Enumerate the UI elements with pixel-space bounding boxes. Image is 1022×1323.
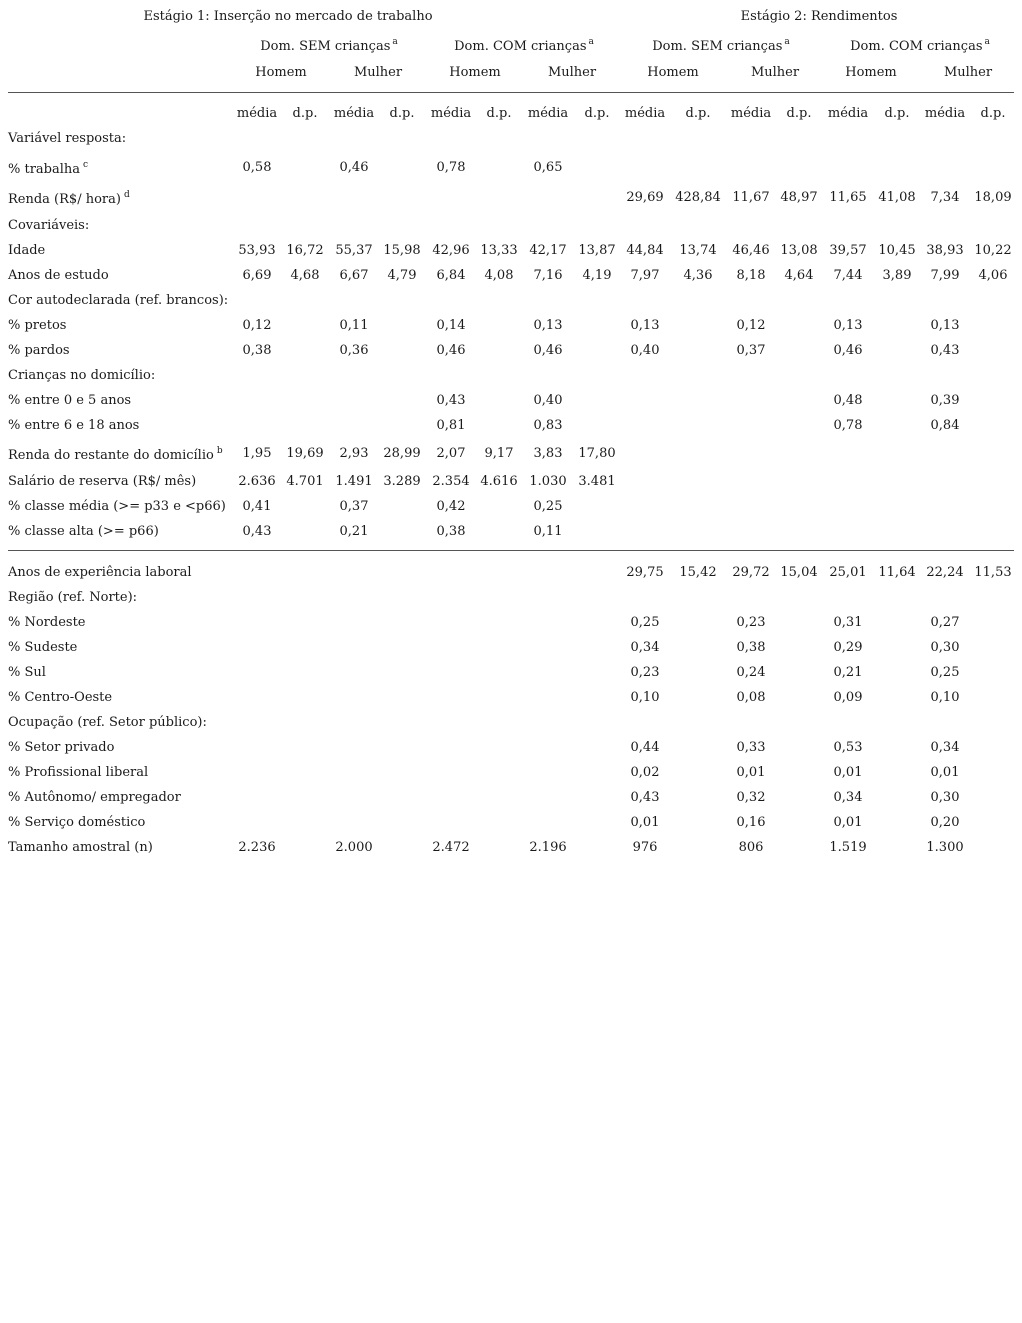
table-cell: 4,68 bbox=[290, 268, 320, 283]
mulher-header: Mulher bbox=[353, 65, 403, 80]
table-cell: 29,75 bbox=[626, 565, 664, 580]
table-cell: 0,43 bbox=[436, 393, 466, 408]
dp-header: d.p. bbox=[584, 106, 610, 121]
table-row bbox=[0, 665, 1022, 685]
table-cell: 3,89 bbox=[882, 268, 912, 283]
table-cell: 0,24 bbox=[736, 665, 766, 680]
table-cell: 0,13 bbox=[930, 318, 960, 333]
table-cell: 0,23 bbox=[630, 665, 660, 680]
table-cell: 0,25 bbox=[630, 615, 660, 630]
table-cell: 0,40 bbox=[533, 393, 563, 408]
media-header: média bbox=[236, 106, 278, 121]
row-label: % Setor privado bbox=[8, 740, 115, 755]
table-cell: 11,53 bbox=[974, 565, 1012, 580]
table-cell: 7,97 bbox=[630, 268, 660, 283]
row-label: % Sudeste bbox=[8, 640, 78, 655]
table-cell: 0,37 bbox=[339, 499, 369, 514]
table-cell: 0,21 bbox=[833, 665, 863, 680]
mulher-header: Mulher bbox=[943, 65, 993, 80]
table-cell: 1.491 bbox=[335, 474, 373, 489]
table-cell: 0,46 bbox=[533, 343, 563, 358]
table-cell: 3.481 bbox=[578, 474, 616, 489]
group-com-stage1 bbox=[454, 37, 594, 54]
table-row bbox=[0, 740, 1022, 760]
row-label: Ocupação (ref. Setor público): bbox=[8, 715, 207, 730]
homem-header: Homem bbox=[647, 65, 699, 80]
table-cell: 0,29 bbox=[833, 640, 863, 655]
table-row bbox=[0, 690, 1022, 710]
media-header: média bbox=[730, 106, 772, 121]
table-row bbox=[0, 590, 1022, 610]
table-cell: 0,33 bbox=[736, 740, 766, 755]
table-cell: 0,78 bbox=[436, 160, 466, 175]
table-cell: 6,84 bbox=[436, 268, 466, 283]
row-label: Idade bbox=[8, 243, 46, 258]
table-row bbox=[0, 318, 1022, 338]
table-row bbox=[0, 499, 1022, 519]
media-header: média bbox=[333, 106, 375, 121]
table-cell: 0,01 bbox=[833, 765, 863, 780]
table-cell: 2.196 bbox=[529, 840, 567, 855]
table-cell: 3,83 bbox=[533, 446, 563, 461]
group-com-label: Dom. COM crianças bbox=[454, 39, 587, 54]
table-cell: 4.701 bbox=[286, 474, 324, 489]
table-cell: 0,13 bbox=[630, 318, 660, 333]
stage1-heading: Estágio 1: Inserção no mercado de trabalho bbox=[143, 9, 433, 24]
table-cell: 4.616 bbox=[480, 474, 518, 489]
table-cell: 55,37 bbox=[335, 243, 373, 258]
table-cell: 6,67 bbox=[339, 268, 369, 283]
mulher-header: Mulher bbox=[547, 65, 597, 80]
table-cell: 0,43 bbox=[930, 343, 960, 358]
stage2-heading: Estágio 2: Rendimentos bbox=[740, 9, 898, 24]
footnote-mark: c bbox=[83, 160, 89, 170]
middle-rule bbox=[8, 550, 1014, 551]
table-cell: 0,13 bbox=[833, 318, 863, 333]
table-cell: 0,46 bbox=[833, 343, 863, 358]
table-cell: 0,10 bbox=[630, 690, 660, 705]
table-cell: 29,69 bbox=[626, 190, 664, 205]
table-cell: 2,93 bbox=[339, 446, 369, 461]
table-cell: 2.354 bbox=[432, 474, 470, 489]
media-header: média bbox=[527, 106, 569, 121]
table-row bbox=[0, 565, 1022, 585]
table-row bbox=[0, 190, 1022, 210]
table-cell: 1.519 bbox=[829, 840, 867, 855]
table-cell: 1.300 bbox=[926, 840, 964, 855]
table-cell: 0,12 bbox=[736, 318, 766, 333]
table-row bbox=[0, 368, 1022, 388]
table-row bbox=[0, 524, 1022, 544]
table-cell: 0,01 bbox=[630, 815, 660, 830]
table-cell: 0,25 bbox=[930, 665, 960, 680]
table-cell: 0,38 bbox=[436, 524, 466, 539]
table-cell: 0,37 bbox=[736, 343, 766, 358]
table-cell: 46,46 bbox=[732, 243, 770, 258]
table-cell: 4,79 bbox=[387, 268, 417, 283]
table-cell: 0,43 bbox=[242, 524, 272, 539]
footnote-mark: d bbox=[123, 190, 130, 200]
table-cell: 0,23 bbox=[736, 615, 766, 630]
table-row bbox=[0, 293, 1022, 313]
table-cell: 41,08 bbox=[878, 190, 916, 205]
table-cell: 976 bbox=[632, 840, 658, 855]
table-cell: 0,34 bbox=[833, 790, 863, 805]
table-row bbox=[0, 840, 1022, 860]
table-cell: 10,22 bbox=[974, 243, 1012, 258]
table-cell: 13,08 bbox=[780, 243, 818, 258]
table-cell: 13,74 bbox=[679, 243, 717, 258]
row-label: % entre 0 e 5 anos bbox=[8, 393, 132, 408]
table-cell: 0,43 bbox=[630, 790, 660, 805]
dp-header: d.p. bbox=[980, 106, 1006, 121]
table-cell: 44,84 bbox=[626, 243, 664, 258]
table-cell: 0,30 bbox=[930, 790, 960, 805]
table-cell: 2.472 bbox=[432, 840, 470, 855]
table-cell: 53,93 bbox=[238, 243, 276, 258]
group-com-stage2 bbox=[850, 37, 990, 54]
table-row bbox=[0, 790, 1022, 810]
table-row bbox=[0, 640, 1022, 660]
table-cell: 0,53 bbox=[833, 740, 863, 755]
table-cell: 0,36 bbox=[339, 343, 369, 358]
row-label: % classe média (>= p33 e <p66) bbox=[8, 499, 226, 514]
dp-header: d.p. bbox=[884, 106, 910, 121]
row-label: % pretos bbox=[8, 318, 67, 333]
homem-header: Homem bbox=[845, 65, 897, 80]
group-sem-label: Dom. SEM crianças bbox=[652, 39, 783, 54]
table-cell: 2.636 bbox=[238, 474, 276, 489]
row-label: Salário de reserva (R$/ mês) bbox=[8, 474, 197, 489]
dp-header: d.p. bbox=[389, 106, 415, 121]
table-cell: 0,38 bbox=[242, 343, 272, 358]
table-cell: 7,44 bbox=[833, 268, 863, 283]
row-label: % trabalha $^c$ bbox=[8, 160, 89, 177]
table-cell: 806 bbox=[738, 840, 764, 855]
row-label: Renda do restante do domicílio $^b$ bbox=[8, 446, 223, 463]
table-cell: 39,57 bbox=[829, 243, 867, 258]
table-cell: 10,45 bbox=[878, 243, 916, 258]
table-cell: 48,97 bbox=[780, 190, 818, 205]
table-cell: 4,36 bbox=[683, 268, 713, 283]
homem-header: Homem bbox=[449, 65, 501, 80]
table-cell: 42,17 bbox=[529, 243, 567, 258]
row-label: Região (ref. Norte): bbox=[8, 590, 138, 605]
table-cell: 0,46 bbox=[436, 343, 466, 358]
row-label: Renda (R$/ hora) $^d$ bbox=[8, 190, 130, 207]
table-cell: 1,95 bbox=[242, 446, 272, 461]
dp-header: d.p. bbox=[292, 106, 318, 121]
row-label: Variável resposta: bbox=[8, 131, 127, 146]
table-cell: 428,84 bbox=[675, 190, 721, 205]
table-cell: 0,27 bbox=[930, 615, 960, 630]
dp-header: d.p. bbox=[786, 106, 812, 121]
table-cell: 2.236 bbox=[238, 840, 276, 855]
row-label: Anos de estudo bbox=[8, 268, 109, 283]
row-label: Cor autodeclarada (ref. brancos): bbox=[8, 293, 229, 308]
table-cell: 0,14 bbox=[436, 318, 466, 333]
table-cell: 29,72 bbox=[732, 565, 770, 580]
media-header: média bbox=[430, 106, 472, 121]
table-cell: 7,99 bbox=[930, 268, 960, 283]
table-cell: 18,09 bbox=[974, 190, 1012, 205]
table-cell: 19,69 bbox=[286, 446, 324, 461]
table-cell: 7,16 bbox=[533, 268, 563, 283]
table-cell: 4,06 bbox=[978, 268, 1008, 283]
row-label: Crianças no domicílio: bbox=[8, 368, 156, 383]
group-sem-label: Dom. SEM crianças bbox=[260, 39, 391, 54]
dp-header: d.p. bbox=[486, 106, 512, 121]
row-label: Anos de experiência laboral bbox=[8, 565, 192, 580]
row-label: % Nordeste bbox=[8, 615, 86, 630]
table-row bbox=[0, 393, 1022, 413]
table-cell: 0,34 bbox=[930, 740, 960, 755]
table-cell: 17,80 bbox=[578, 446, 616, 461]
table-cell: 8,18 bbox=[736, 268, 766, 283]
table-cell: 4,08 bbox=[484, 268, 514, 283]
table-cell: 2,07 bbox=[436, 446, 466, 461]
row-label: % pardos bbox=[8, 343, 70, 358]
table-cell: 15,98 bbox=[383, 243, 421, 258]
group-com-label: Dom. COM crianças bbox=[850, 39, 983, 54]
group-sem-stage1 bbox=[260, 37, 398, 54]
table-cell: 25,01 bbox=[829, 565, 867, 580]
table-row bbox=[0, 615, 1022, 635]
table-row bbox=[0, 268, 1022, 288]
table-cell: 38,93 bbox=[926, 243, 964, 258]
group-footnote-mark: a bbox=[392, 37, 398, 47]
group-footnote-mark: a bbox=[588, 37, 594, 47]
table-cell: 22,24 bbox=[926, 565, 964, 580]
table-cell: 0,41 bbox=[242, 499, 272, 514]
group-footnote-mark: a bbox=[984, 37, 990, 47]
media-header: média bbox=[924, 106, 966, 121]
table-row bbox=[0, 218, 1022, 238]
table-cell: 9,17 bbox=[484, 446, 514, 461]
table-cell: 0,01 bbox=[930, 765, 960, 780]
table-cell: 11,64 bbox=[878, 565, 916, 580]
table-cell: 11,67 bbox=[732, 190, 770, 205]
table-cell: 2.000 bbox=[335, 840, 373, 855]
table-cell: 0,01 bbox=[833, 815, 863, 830]
table-row bbox=[0, 815, 1022, 835]
table-cell: 0,21 bbox=[339, 524, 369, 539]
table-cell: 0,40 bbox=[630, 343, 660, 358]
table-cell: 0,46 bbox=[339, 160, 369, 175]
table-row bbox=[0, 715, 1022, 735]
table-cell: 4,19 bbox=[582, 268, 612, 283]
table-row bbox=[0, 343, 1022, 363]
footnote-mark: b bbox=[216, 446, 223, 456]
table-cell: 0,39 bbox=[930, 393, 960, 408]
table-cell: 0,83 bbox=[533, 418, 563, 433]
table-cell: 0,84 bbox=[930, 418, 960, 433]
table-cell: 11,65 bbox=[829, 190, 867, 205]
table-cell: 15,42 bbox=[679, 565, 717, 580]
table-cell: 0,20 bbox=[930, 815, 960, 830]
table-row bbox=[0, 765, 1022, 785]
table-cell: 0,13 bbox=[533, 318, 563, 333]
table-cell: 0,12 bbox=[242, 318, 272, 333]
table-cell: 0,08 bbox=[736, 690, 766, 705]
table-cell: 0,48 bbox=[833, 393, 863, 408]
table-cell: 6,69 bbox=[242, 268, 272, 283]
row-label: % Autônomo/ empregador bbox=[8, 790, 181, 805]
row-label: Covariáveis: bbox=[8, 218, 90, 233]
table-cell: 3.289 bbox=[383, 474, 421, 489]
row-label: % entre 6 e 18 anos bbox=[8, 418, 140, 433]
table-cell: 1.030 bbox=[529, 474, 567, 489]
table-cell: 0,30 bbox=[930, 640, 960, 655]
table-cell: 15,04 bbox=[780, 565, 818, 580]
table-cell: 0,65 bbox=[533, 160, 563, 175]
table-cell: 0,38 bbox=[736, 640, 766, 655]
table-cell: 28,99 bbox=[383, 446, 421, 461]
table-cell: 0,44 bbox=[630, 740, 660, 755]
media-header: média bbox=[624, 106, 666, 121]
table-row bbox=[0, 418, 1022, 438]
table-cell: 0,78 bbox=[833, 418, 863, 433]
media-header: média bbox=[827, 106, 869, 121]
top-rule bbox=[8, 92, 1014, 93]
row-label: % Profissional liberal bbox=[8, 765, 149, 780]
table-cell: 0,16 bbox=[736, 815, 766, 830]
table-cell: 0,32 bbox=[736, 790, 766, 805]
table-row bbox=[0, 131, 1022, 151]
table-row bbox=[0, 160, 1022, 180]
table-cell: 0,09 bbox=[833, 690, 863, 705]
row-label: % Centro-Oeste bbox=[8, 690, 113, 705]
table-cell: 0,81 bbox=[436, 418, 466, 433]
table-cell: 42,96 bbox=[432, 243, 470, 258]
table-cell: 0,25 bbox=[533, 499, 563, 514]
dp-header: d.p. bbox=[685, 106, 711, 121]
table-cell: 0,31 bbox=[833, 615, 863, 630]
table-cell: 0,10 bbox=[930, 690, 960, 705]
homem-header: Homem bbox=[255, 65, 307, 80]
table-cell: 0,11 bbox=[339, 318, 369, 333]
group-sem-stage2 bbox=[652, 37, 790, 54]
table-cell: 0,01 bbox=[736, 765, 766, 780]
table-cell: 16,72 bbox=[286, 243, 324, 258]
table-row bbox=[0, 243, 1022, 263]
group-footnote-mark: a bbox=[784, 37, 790, 47]
table-cell: 0,11 bbox=[533, 524, 563, 539]
table-row bbox=[0, 474, 1022, 494]
row-label: Tamanho amostral (n) bbox=[8, 840, 153, 855]
table-row bbox=[0, 446, 1022, 466]
row-label: % classe alta (>= p66) bbox=[8, 524, 159, 539]
table-cell: 13,33 bbox=[480, 243, 518, 258]
table-cell: 7,34 bbox=[930, 190, 960, 205]
table-cell: 0,02 bbox=[630, 765, 660, 780]
table-cell: 0,42 bbox=[436, 499, 466, 514]
row-label: % Sul bbox=[8, 665, 46, 680]
table-cell: 13,87 bbox=[578, 243, 616, 258]
mulher-header: Mulher bbox=[750, 65, 800, 80]
table-cell: 0,34 bbox=[630, 640, 660, 655]
row-label: % Serviço doméstico bbox=[8, 815, 146, 830]
table-cell: 4,64 bbox=[784, 268, 814, 283]
table-cell: 0,58 bbox=[242, 160, 272, 175]
